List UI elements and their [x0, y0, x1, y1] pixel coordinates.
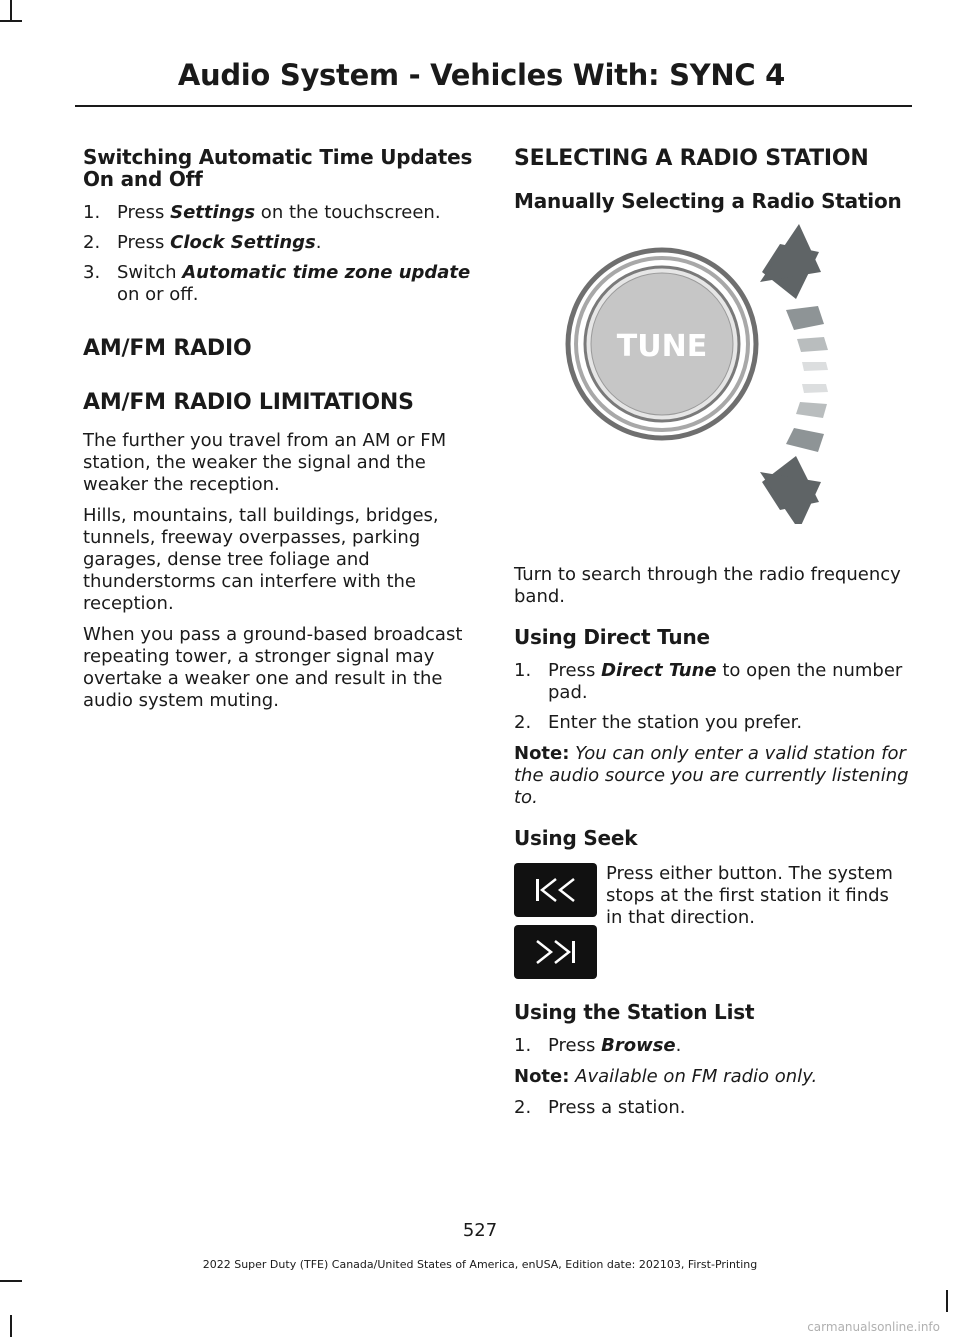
right-column	[514, 146, 909, 1128]
auto-time-steps	[83, 202, 475, 306]
list-item: 1. Press Browse.	[514, 1035, 682, 1056]
left-column	[83, 146, 475, 721]
station-list-note: Note: Available on FM radio only.	[514, 1066, 818, 1087]
crop-mark	[946, 1290, 948, 1312]
page-number: 527	[462, 1220, 498, 1241]
crop-mark	[10, 0, 12, 22]
station-list-steps	[514, 1035, 909, 1057]
tune-label: TUNE	[616, 329, 708, 364]
seek-forward-icon	[514, 925, 597, 979]
direct-tune-steps	[514, 660, 909, 734]
auto-time-heading: Switching Automatic Time Updates On and Off	[83, 145, 473, 191]
paragraph: When you pass a ground-based broadcast repeating tower, a stronger signal may overtake a weaker one and result in the audio system muting.	[83, 624, 463, 711]
seek-heading: Using Seek	[514, 826, 638, 850]
list-item: 1. Press Direct Tune to open the number pad.	[514, 660, 903, 703]
watermark: carmanualsonline.info	[807, 1320, 940, 1334]
direct-tune-heading: Using Direct Tune	[514, 625, 710, 649]
seek-instruction: Press either button. The system stops at the first station it finds in that direction.	[606, 863, 893, 928]
station-list-heading: Using the Station List	[514, 1000, 755, 1024]
crop-mark	[10, 1315, 12, 1337]
page-header-title: Audio System - Vehicles With: SYNC 4	[177, 58, 785, 92]
paragraph: The further you travel from an AM or FM station, the weaker the signal and the weaker the reception.	[83, 430, 447, 495]
list-item: 1. Press Settings on the touchscreen.	[83, 202, 441, 223]
crop-mark	[0, 1280, 22, 1282]
tune-knob-illustration	[514, 224, 909, 524]
crop-mark	[0, 20, 22, 22]
manual-select-heading: Manually Selecting a Radio Station	[514, 189, 902, 213]
list-item: 2. Press Clock Settings.	[83, 232, 322, 253]
tune-knob-icon	[514, 224, 909, 524]
direct-tune-note: Note: You can only enter a valid station for the audio source you are currently listening to.	[514, 743, 909, 808]
radio-limitations-title: AM/FM RADIO LIMITATIONS	[83, 390, 414, 415]
station-list-steps-2	[514, 1097, 909, 1119]
list-item: 2. Enter the station you prefer.	[514, 712, 803, 733]
paragraph: Hills, mountains, tall buildings, bridges, tunnels, freeway overpasses, parking garages, dense tree foliage and thunderstorms can interfere with the reception.	[83, 505, 439, 614]
header-rule	[75, 105, 912, 107]
list-item: 2. Press a station.	[514, 1097, 686, 1118]
seek-section	[514, 863, 909, 981]
am-fm-radio-title: AM/FM RADIO	[83, 336, 252, 361]
list-item: 3. Switch Automatic time zone update on or off.	[83, 262, 471, 305]
turn-instruction: Turn to search through the radio frequency band.	[514, 564, 901, 607]
edition-line: 2022 Super Duty (TFE) Canada/United States of America, enUSA, Edition date: 202103, First-Printing	[202, 1258, 758, 1271]
selecting-station-title: SELECTING A RADIO STATION	[514, 146, 869, 171]
seek-back-icon	[514, 863, 597, 917]
